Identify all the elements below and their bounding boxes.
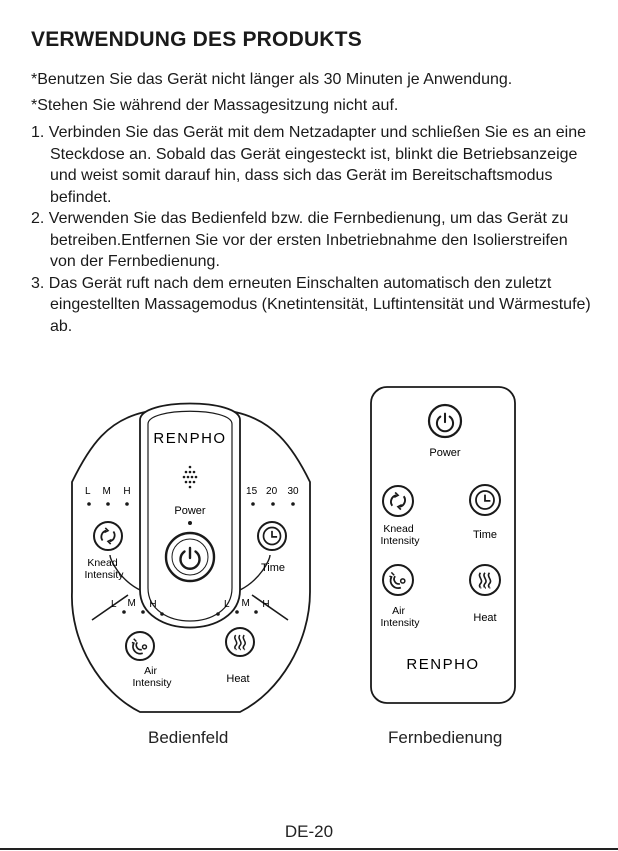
remote-knead-label: Knead Intensity <box>380 523 420 547</box>
remote-time-button[interactable] <box>470 485 500 515</box>
remote-caption: Fernbedienung <box>388 728 503 747</box>
remote-knead-button[interactable] <box>383 486 413 516</box>
panel-time-label: Time <box>260 562 286 574</box>
remote-heat-label: Heat <box>473 612 497 624</box>
remote-brand-logo: RENPHO <box>406 656 480 673</box>
panel-time-button[interactable] <box>258 522 286 550</box>
panel-air-label: Air Intensity <box>132 665 172 689</box>
control-panel-illustration <box>72 404 310 713</box>
instruction-step: 1. Verbinden Sie das Gerät mit dem Netzadapter und schließen Sie es an eine Steckdose an. Sobald das Gerät eingesteckt ist, blinkt die Betriebsanzeige und weist somit darauf hin, dass sich das Gerät im Bereitschaftsmodus befindet. <box>31 124 586 206</box>
panel-heat-button[interactable] <box>226 628 254 656</box>
panel-air-button[interactable] <box>126 632 154 660</box>
remote-air-label: Air Intensity <box>380 605 420 629</box>
remote-illustration <box>371 387 515 703</box>
remote-time-label: Time <box>472 529 498 541</box>
warning-line: *Benutzen Sie das Gerät nicht länger als 30 Minuten je Anwendung. <box>31 71 513 88</box>
panel-knead-button[interactable] <box>94 522 122 550</box>
knead-level-labels: L M H <box>85 486 131 497</box>
heat-level-labels: L M H <box>224 598 270 610</box>
instruction-step: 3. Das Gerät ruft nach dem erneuten Einschalten automatisch den zuletzt eingestellten Massagemodus (Knetintensität, Luftintensität und Wärmestufe) ab. <box>31 274 591 335</box>
remote-power-button[interactable] <box>429 405 461 437</box>
footer-divider <box>0 848 618 850</box>
warning-line: *Stehen Sie während der Massagesitzung nicht auf. <box>31 97 399 114</box>
page-number: DE-20 <box>284 822 334 841</box>
page-title: VERWENDUNG DES PRODUKTS <box>31 28 362 51</box>
instruction-step: 2. Verwenden Sie das Bedienfeld bzw. die Fernbedienung, um das Gerät zu betreiben.Entfernen Sie vor der ersten Inbetriebnahme den Isolierstreifen von der Fernbedienung. <box>31 210 569 270</box>
time-level-labels: 15 20 30 <box>246 486 299 497</box>
panel-heat-label: Heat <box>226 673 250 685</box>
remote-heat-button[interactable] <box>470 565 500 595</box>
panel-brand-logo: RENPHO <box>153 430 227 447</box>
panel-knead-label: Knead Intensity <box>84 557 124 581</box>
panel-power-label: Power <box>174 505 206 517</box>
remote-power-label: Power <box>429 447 461 459</box>
remote-air-button[interactable] <box>383 565 413 595</box>
panel-power-button[interactable] <box>166 533 214 581</box>
air-level-labels: L M H <box>111 598 157 610</box>
panel-caption: Bedienfeld <box>148 728 229 747</box>
